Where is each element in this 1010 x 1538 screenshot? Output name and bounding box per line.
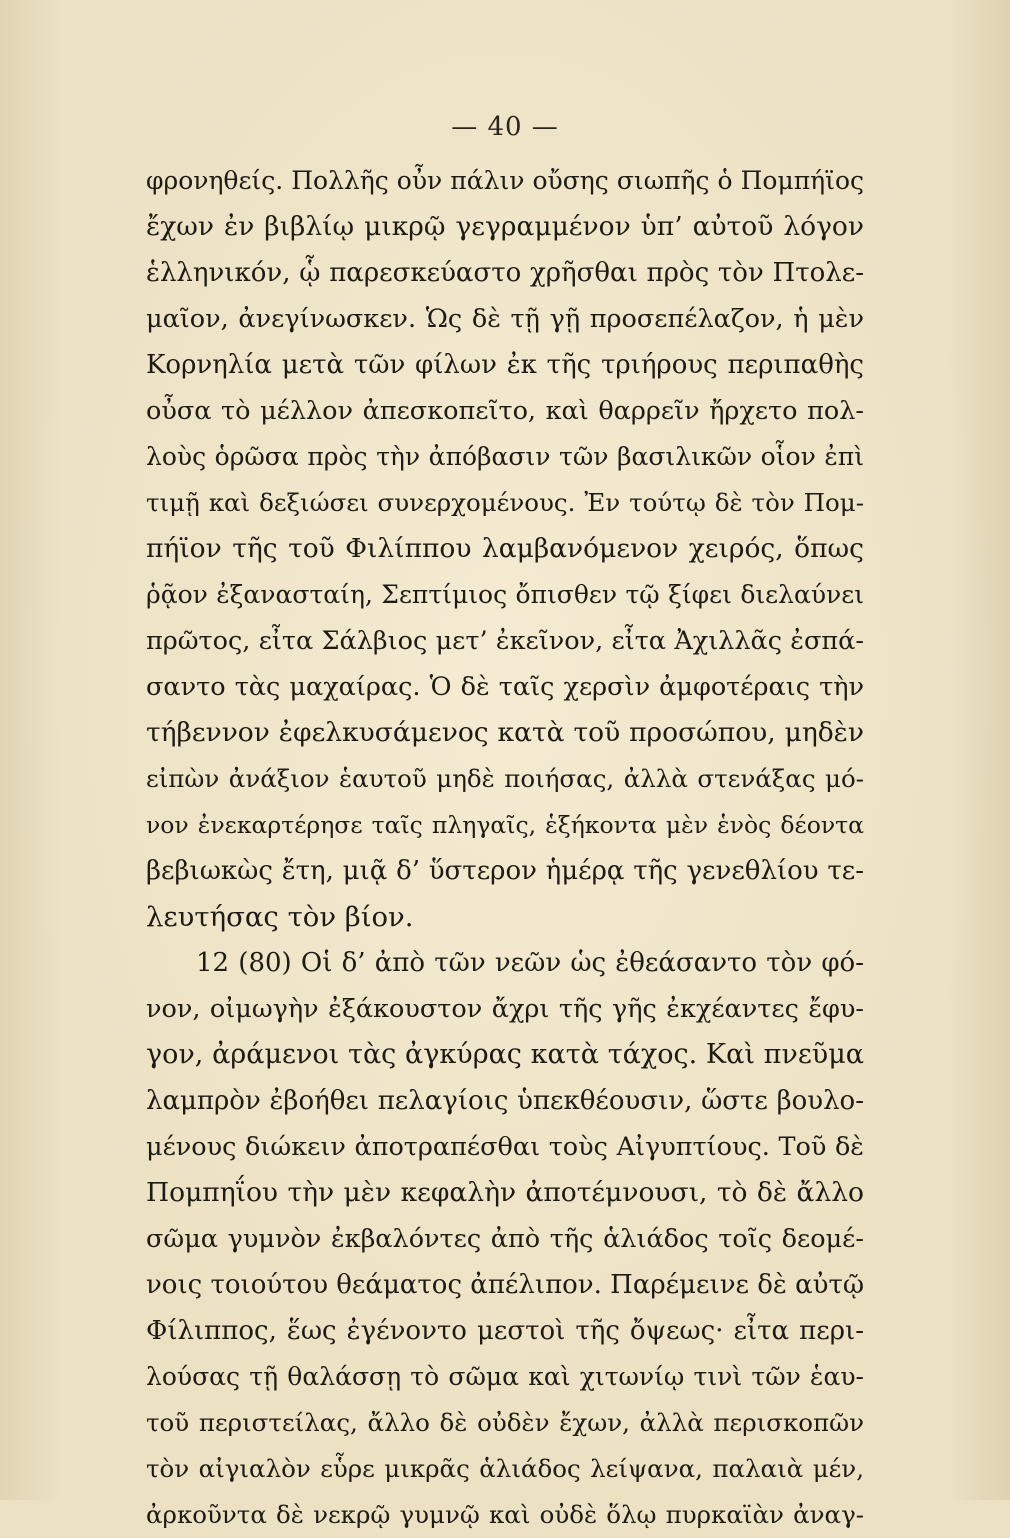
text-line: οὖσα τὸ μέλλον ἀπεσκοπεῖτο, καὶ θαρρεῖν ἤρχετο πολ-: [146, 396, 864, 426]
text-line: πήϊον τῆς τοῦ Φιλίππου λαμβανόμενον χειρός, ὅπως: [146, 533, 864, 564]
text-line: λευτήσας τὸν βίον.: [146, 901, 414, 933]
text-line: βεβιωκὼς ἔτη, μιᾷ δ’ ὕστερον ἡμέρᾳ τῆς γενεθλίου τε-: [146, 856, 864, 886]
text-line: γον, ἀράμενοι τὰς ἀγκύρας κατὰ τάχος. Καὶ πνεῦμα: [146, 1039, 864, 1070]
page-number: — 40 —: [451, 112, 559, 142]
text-line: λαμπρὸν ἐβοήθει πελαγίοις ὑπεκθέουσιν, ὥστε βουλο-: [146, 1086, 864, 1116]
text-line: τιμῇ καὶ δεξιώσει συνερχομένους. Ἐν τούτῳ δὲ τὸν Πομ-: [146, 488, 864, 517]
text-line: ἀρκοῦντα δὲ νεκρῷ γυμνῷ καὶ οὐδὲ ὅλῳ πυρκαϊὰν ἀναγ-: [146, 1500, 864, 1529]
text-line: σῶμα γυμνὸν ἐκβαλόντες ἀπὸ τῆς ἁλιάδος τοῖς δεομέ-: [146, 1224, 864, 1254]
text-line: 12 (80) Οἱ δ’ ἀπὸ τῶν νεῶν ὡς ἐθεάσαντο τὸν φό-: [196, 948, 864, 978]
text-line: εἰπὼν ἀνάξιον ἑαυτοῦ μηδὲ ποιήσας, ἀλλὰ στενάξας μό-: [146, 764, 864, 793]
text-line: νοις τοιούτου θεάματος ἀπέλιπον. Παρέμεινε δὲ αὐτῷ: [146, 1270, 865, 1300]
text-line: λούσας τῇ θαλάσσῃ τὸ σῶμα καὶ χιτωνίῳ τινὶ τῶν ἑαυ-: [146, 1362, 864, 1391]
text-line: Φίλιππος, ἕως ἐγένοντο μεστοὶ τῆς ὄψεως· εἶτα περι-: [146, 1316, 864, 1346]
text-line: νον, οἰμωγὴν ἐξάκουστον ἄχρι τῆς γῆς ἐκχέαντες ἔφυ-: [146, 994, 864, 1024]
text-line: Πομπηΐου τὴν μὲν κεφαλὴν ἀποτέμνουσι, τὸ δὲ ἄλλο: [146, 1177, 864, 1208]
text-line: μένους διώκειν ἀποτραπέσθαι τοὺς Αἰγυπτίους. Τοῦ δὲ: [146, 1132, 864, 1162]
text-line: νον ἐνεκαρτέρησε ταῖς πληγαῖς, ἑξήκοντα μὲν ἑνὸς δέοντα: [146, 811, 864, 839]
text-line: ἔχων ἐν βιβλίῳ μικρῷ γεγραμμένον ὑπ’ αὐτοῦ λόγον: [146, 211, 864, 242]
text-line: φρονηθείς. Πολλῆς οὖν πάλιν οὔσης σιωπῆς ὁ Πομπήϊος: [146, 166, 864, 195]
text-line: τήβεννον ἐφελκυσάμενος κατὰ τοῦ προσώπου, μηδὲν: [146, 717, 864, 748]
text-line: τὸν αἰγιαλὸν εὗρε μικρᾶς ἁλιάδος λείψανα, παλαιὰ μέν,: [146, 1454, 864, 1483]
text-line: ἑλληνικόν, ᾧ παρεσκεύαστο χρῆσθαι πρὸς τὸν Πτολε-: [146, 258, 864, 288]
text-line: σαντο τὰς μαχαίρας. Ὁ δὲ ταῖς χερσὶν ἀμφοτέραις τὴν: [146, 672, 864, 702]
text-line: ῥᾷον ἐξανασταίη, Σεπτίμιος ὄπισθεν τῷ ξίφει διελαύνει: [146, 580, 864, 609]
text-line: πρῶτος, εἶτα Σάλβιος μετ’ ἐκεῖνον, εἶτα Ἀχιλλᾶς ἐσπά-: [146, 626, 864, 656]
text-line: μαῖον, ἀνεγίνωσκεν. Ὡς δὲ τῇ γῇ προσεπέλαζον, ἡ μὲν: [146, 304, 864, 334]
text-line: τοῦ περιστείλας, ἄλλο δὲ οὐδὲν ἔχων, ἀλλὰ περισκοπῶν: [146, 1408, 864, 1437]
text-line: Κορνηλία μετὰ τῶν φίλων ἐκ τῆς τριήρους περιπαθὴς: [146, 350, 864, 380]
body-text: [146, 158, 864, 1538]
text-line: λοὺς ὁρῶσα πρὸς τὴν ἀπόβασιν τῶν βασιλικῶν οἷον ἐπὶ: [146, 442, 864, 471]
